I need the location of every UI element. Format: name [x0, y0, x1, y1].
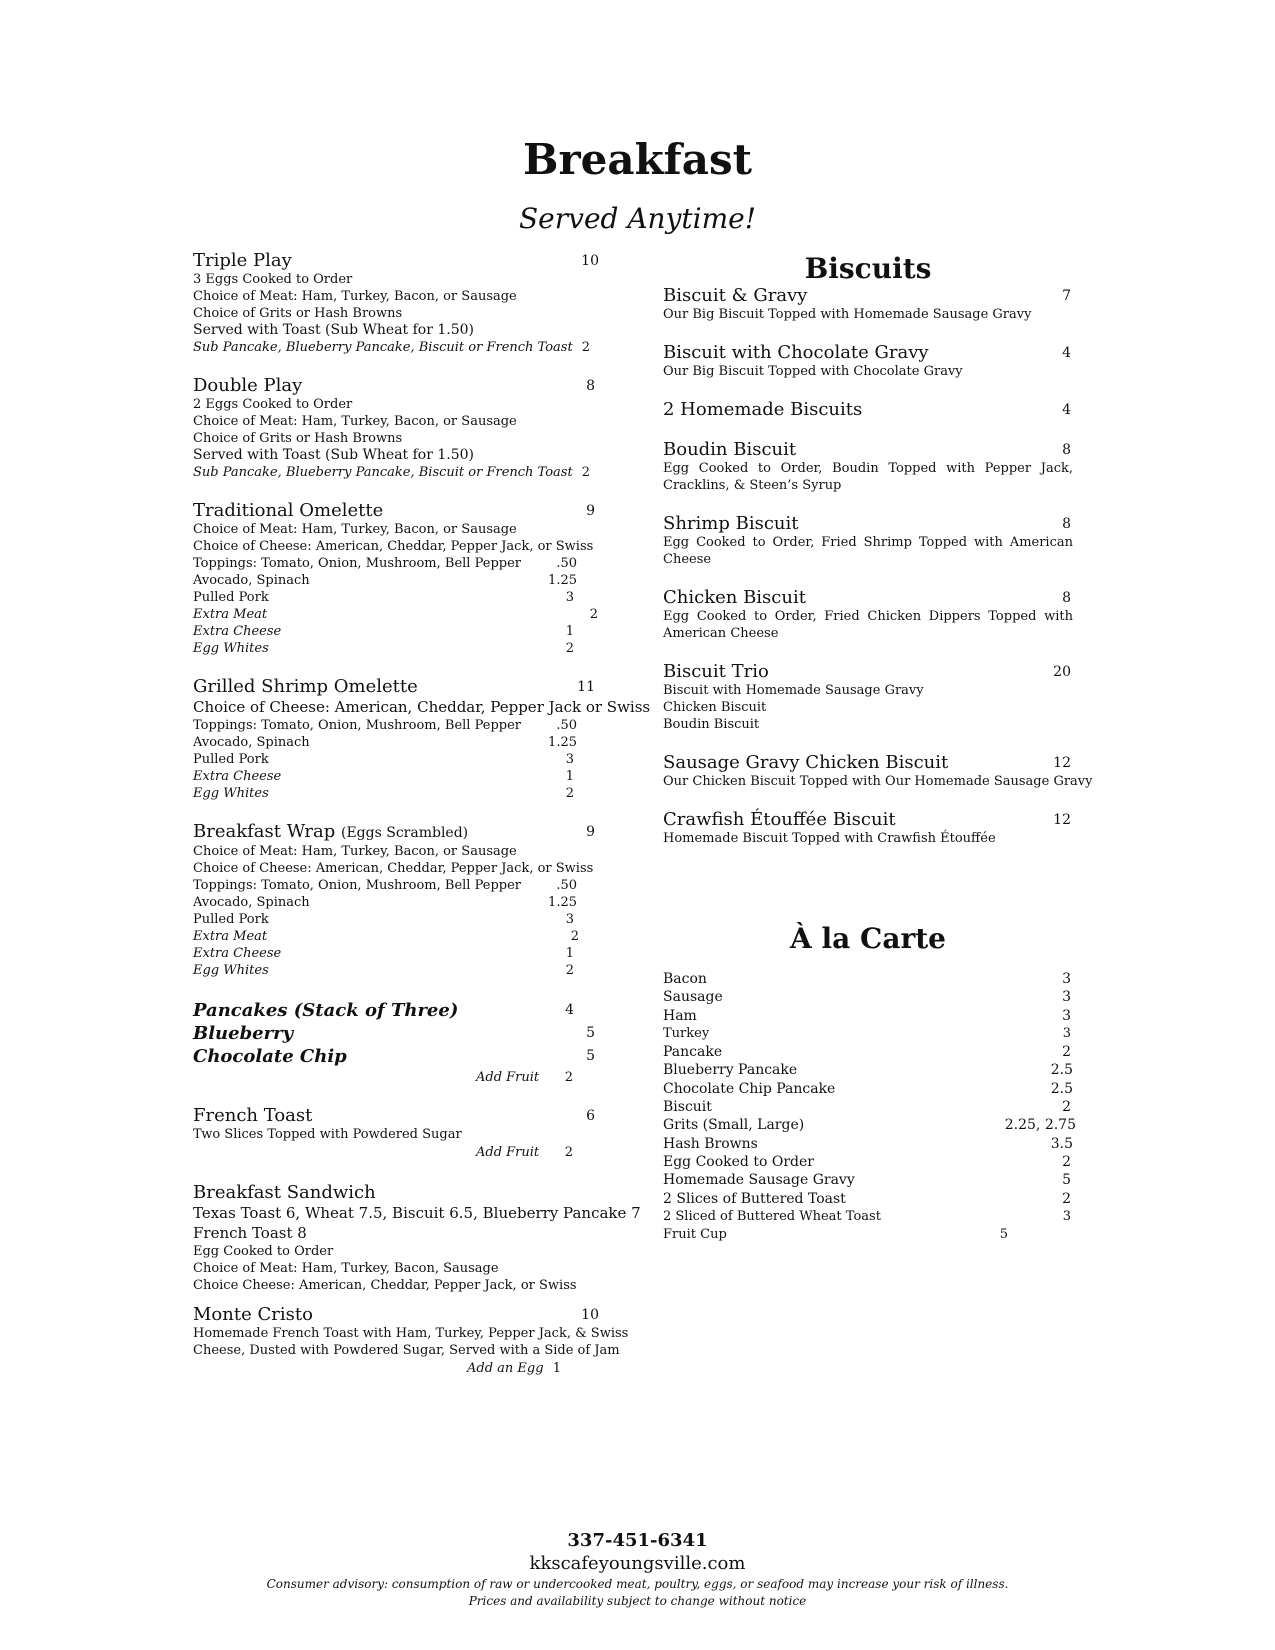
topping-line — [193, 717, 603, 734]
item-line: Cheese, Dusted with Powdered Sugar, Served with a Side of Jam — [193, 1343, 620, 1358]
extra-price: 2 — [565, 963, 574, 978]
biscuit-item — [663, 752, 1093, 790]
extra-text: Egg Whites — [193, 786, 269, 801]
a-la-carte-price: 2.5 — [1050, 1080, 1073, 1097]
a-la-carte-name: Sausage — [663, 989, 723, 1006]
item-line: Homemade French Toast with Ham, Turkey, Pepper Jack, & Swiss — [193, 1326, 629, 1341]
menu-item-triple-play — [193, 251, 603, 356]
item-line: Choice of Cheese: American, Cheddar, Pepper Jack, or Swiss — [193, 861, 594, 876]
add-egg-price: 1 — [552, 1361, 561, 1376]
item-price: 4 — [1062, 402, 1071, 418]
a-la-carte-name: Turkey — [663, 1025, 710, 1041]
item-line: Choice of Meat: Ham, Turkey, Bacon, or Sausage — [193, 522, 517, 537]
item-name: Biscuit & Gravy — [663, 285, 808, 306]
biscuit-item — [663, 400, 1073, 420]
topping-line — [193, 911, 603, 928]
biscuit-item — [663, 514, 1073, 568]
biscuit-item — [663, 343, 1073, 380]
topping-price: 1.25 — [548, 573, 577, 588]
extra-price: 2 — [570, 929, 579, 944]
extra-line — [193, 785, 603, 802]
item-name: Chicken Biscuit — [663, 587, 806, 608]
pancake-line — [193, 1045, 603, 1068]
add-fruit-text: Add Fruit — [476, 1145, 540, 1160]
add-egg-line — [193, 1359, 603, 1379]
a-la-carte-price: 3 — [1062, 1007, 1071, 1024]
sub-option-line — [193, 464, 603, 481]
item-price: 20 — [1053, 664, 1071, 680]
a-la-carte-price: 2 — [1062, 1099, 1071, 1116]
item-line: Choice Cheese: American, Cheddar, Pepper Jack, or Swiss — [193, 1278, 577, 1293]
a-la-carte-row — [663, 1208, 1073, 1226]
item-line: Texas Toast 6, Wheat 7.5, Biscuit 6.5, Blueberry Pancake 7 — [193, 1204, 641, 1222]
extra-text: Extra Cheese — [193, 624, 282, 639]
extra-line — [193, 640, 603, 657]
topping-price: .50 — [556, 878, 577, 893]
a-la-carte-row — [663, 988, 1073, 1006]
a-la-carte-price: 2 — [1062, 1153, 1071, 1170]
item-price: 8 — [586, 378, 595, 394]
a-la-carte-price: 5 — [999, 1227, 1008, 1243]
topping-text: Toppings: Tomato, Onion, Mushroom, Bell Pepper — [193, 878, 521, 893]
item-line: Served with Toast (Sub Wheat for 1.50) — [193, 322, 474, 338]
pancake-line — [193, 1022, 603, 1045]
left-column — [193, 250, 651, 1294]
biscuit-item — [663, 286, 1073, 323]
menu-item-double-play — [193, 376, 603, 481]
menu-item-monte-cristo — [193, 1304, 629, 1379]
item-line: Egg Cooked to Order — [193, 1244, 334, 1259]
phone-number: 337-451-6341 — [567, 1530, 708, 1551]
a-la-carte-name: Pancake — [663, 1044, 723, 1061]
a-la-carte-row — [663, 1190, 1073, 1208]
a-la-carte-row — [663, 1135, 1073, 1153]
item-note: (Eggs Scrambled) — [341, 825, 469, 841]
biscuit-item — [663, 440, 1073, 494]
item-price: 8 — [1062, 590, 1071, 606]
sub-option-line — [193, 339, 603, 356]
item-line: French Toast 8 — [193, 1224, 307, 1242]
item-name-row — [193, 822, 603, 843]
a-la-carte-name: 2 Slices of Buttered Toast — [663, 1190, 846, 1207]
pancake-text: Chocolate Chip — [193, 1046, 347, 1067]
item-line: Choice of Meat: Ham, Turkey, Bacon, or Sausage — [193, 289, 517, 304]
add-fruit-text: Add Fruit — [476, 1070, 540, 1085]
pancake-price: 4 — [565, 1002, 574, 1018]
extra-text: Extra Meat — [193, 607, 268, 622]
page-subtitle: Served Anytime! — [518, 202, 756, 235]
a-la-carte-name: Homemade Sausage Gravy — [663, 1172, 855, 1189]
menu-item-breakfast-sandwich — [193, 1182, 641, 1294]
a-la-carte-row — [663, 1061, 1073, 1079]
biscuit-item — [663, 662, 1073, 733]
item-line: 3 Eggs Cooked to Order — [193, 272, 353, 287]
a-la-carte-row — [663, 1098, 1073, 1116]
a-la-carte-name: 2 Sliced of Buttered Wheat Toast — [663, 1208, 881, 1224]
sub-option-text: Sub Pancake, Blueberry Pancake, Biscuit or French Toast — [193, 340, 573, 355]
extra-line — [193, 768, 603, 785]
item-price: 8 — [1062, 516, 1071, 532]
item-name: French Toast — [193, 1105, 313, 1126]
price-notice: Prices and availability subject to change without notice — [468, 1594, 807, 1608]
extra-text: Extra Meat — [193, 929, 268, 944]
a-la-carte-price: 2.5 — [1050, 1062, 1073, 1079]
a-la-carte-name: Chocolate Chip Pancake — [663, 1080, 836, 1097]
topping-price: 3 — [565, 752, 574, 767]
biscuits-section — [663, 252, 1093, 847]
menu-item-french-toast — [193, 1106, 603, 1163]
a-la-carte-row — [663, 1007, 1073, 1025]
add-fruit-line — [193, 1143, 603, 1163]
a-la-carte-section — [663, 922, 1076, 1244]
topping-text: Pulled Pork — [193, 912, 269, 927]
topping-line — [193, 734, 603, 751]
a-la-carte-price: 3 — [1062, 1025, 1071, 1041]
topping-text: Toppings: Tomato, Onion, Mushroom, Bell Pepper — [193, 718, 521, 733]
item-price: 11 — [577, 679, 595, 695]
biscuit-item — [663, 810, 1073, 847]
topping-text: Avocado, Spinach — [193, 735, 310, 750]
topping-text: Avocado, Spinach — [193, 573, 310, 588]
topping-line — [193, 589, 603, 606]
a-la-carte-row — [663, 1226, 1073, 1244]
a-la-carte-price: 3 — [1062, 989, 1071, 1006]
item-name: Grilled Shrimp Omelette — [193, 676, 418, 697]
item-line: Boudin Biscuit — [663, 717, 760, 732]
item-name: Boudin Biscuit — [663, 439, 797, 460]
a-la-carte-price: 2 — [1062, 1044, 1071, 1061]
a-la-carte-name: Hash Browns — [663, 1135, 758, 1152]
a-la-carte-heading: À la Carte — [790, 922, 946, 955]
item-line: Choice of Meat: Ham, Turkey, Bacon, or Sausage — [193, 844, 517, 859]
item-name: Biscuit with Chocolate Gravy — [663, 342, 929, 363]
a-la-carte-name: Grits (Small, Large) — [663, 1117, 805, 1134]
extra-text: Egg Whites — [193, 641, 269, 656]
menu-item-grilled-shrimp-omelette — [193, 676, 651, 802]
a-la-carte-name: Biscuit — [663, 1099, 712, 1116]
item-line: Served with Toast (Sub Wheat for 1.50) — [193, 447, 474, 463]
add-fruit-price: 2 — [564, 1145, 573, 1160]
biscuit-item — [663, 588, 1073, 642]
extra-line — [193, 945, 603, 962]
item-desc: Our Big Biscuit Topped with Homemade Sausage Gravy — [663, 307, 1032, 322]
item-price: 12 — [1053, 755, 1071, 771]
item-line: Choice of Meat: Ham, Turkey, Bacon, or Sausage — [193, 414, 517, 429]
pancake-price: 5 — [586, 1048, 595, 1064]
sub-option-text: Sub Pancake, Blueberry Pancake, Biscuit or French Toast — [193, 465, 573, 480]
item-name: Biscuit Trio — [663, 661, 769, 682]
sub-option-price: 2 — [581, 465, 590, 480]
topping-line — [193, 751, 603, 768]
a-la-carte-price: 3 — [1062, 971, 1071, 987]
a-la-carte-row — [663, 1116, 1076, 1134]
item-price: 12 — [1053, 812, 1071, 828]
item-price: 9 — [586, 824, 595, 840]
item-name: Shrimp Biscuit — [663, 513, 799, 534]
item-line: Choice of Cheese: American, Cheddar, Pepper Jack, or Swiss — [193, 539, 594, 554]
item-price: 9 — [586, 503, 595, 519]
item-name: Monte Cristo — [193, 1304, 313, 1325]
a-la-carte-row — [663, 1153, 1073, 1171]
biscuits-heading: Biscuits — [804, 252, 932, 285]
topping-text: Pulled Pork — [193, 752, 269, 767]
topping-text: Avocado, Spinach — [193, 895, 310, 910]
item-price: 10 — [581, 1307, 599, 1323]
item-desc: Homemade Biscuit Topped with Crawfish Étouffée — [663, 831, 996, 846]
a-la-carte-row — [663, 970, 1073, 988]
pancake-text: Pancakes (Stack of Three) — [193, 1000, 459, 1021]
a-la-carte-row — [663, 1080, 1073, 1098]
item-name: 2 Homemade Biscuits — [663, 399, 863, 420]
pancake-text: Blueberry — [193, 1023, 294, 1044]
extra-price: 2 — [565, 641, 574, 656]
item-line: Biscuit with Homemade Sausage Gravy — [663, 683, 924, 698]
extra-line — [193, 928, 603, 945]
topping-line — [193, 572, 603, 589]
item-desc: Our Big Biscuit Topped with Chocolate Gravy — [663, 364, 963, 379]
menu-item-breakfast-wrap — [193, 822, 603, 979]
item-line: Choice of Cheese: American, Cheddar, Pepper Jack or Swiss — [193, 698, 651, 716]
pancake-line — [193, 999, 603, 1022]
topping-text: Pulled Pork — [193, 590, 269, 605]
topping-line — [193, 894, 603, 911]
a-la-carte-name: Ham — [663, 1007, 697, 1024]
extra-price: 2 — [589, 607, 598, 622]
item-name: Breakfast Sandwich — [193, 1182, 376, 1203]
a-la-carte-name: Bacon — [663, 971, 707, 987]
item-name: Breakfast Wrap — [193, 821, 336, 842]
item-desc: Our Chicken Biscuit Topped with Our Homemade Sausage Gravy — [663, 774, 1093, 789]
topping-price: 3 — [565, 912, 574, 927]
extra-price: 1 — [565, 946, 574, 961]
a-la-carte-name: Blueberry Pancake — [663, 1062, 798, 1079]
item-line: Two Slices Topped with Powdered Sugar — [193, 1127, 462, 1142]
a-la-carte-price: 3 — [1062, 1208, 1071, 1224]
menu-item-pancakes — [193, 999, 603, 1088]
extra-line — [193, 606, 603, 623]
consumer-advisory: Consumer advisory: consumption of raw or undercooked meat, poultry, eggs, or seafood may increase your risk of illness. — [266, 1577, 1009, 1591]
item-price: 4 — [1062, 345, 1071, 361]
item-line: 2 Eggs Cooked to Order — [193, 397, 353, 412]
a-la-carte-row — [663, 1043, 1073, 1061]
item-line: Choice of Grits or Hash Browns — [193, 306, 403, 321]
extra-text: Extra Cheese — [193, 946, 282, 961]
topping-price: 1.25 — [548, 735, 577, 750]
item-name: Sausage Gravy Chicken Biscuit — [663, 752, 949, 773]
topping-price: 3 — [565, 590, 574, 605]
extra-price: 1 — [565, 624, 574, 639]
item-name: Double Play — [193, 375, 303, 396]
extra-line — [193, 623, 603, 640]
item-price: 6 — [586, 1108, 595, 1124]
item-price: 10 — [581, 253, 599, 269]
item-desc: Egg Cooked to Order, Fried Shrimp Topped with American Cheese — [663, 535, 1073, 567]
a-la-carte-price: 3.5 — [1050, 1135, 1073, 1152]
extra-price: 2 — [565, 786, 574, 801]
item-line: Choice of Grits or Hash Browns — [193, 431, 403, 446]
website: kkscafeyoungsville.com — [529, 1553, 746, 1574]
item-price: 7 — [1062, 288, 1071, 304]
topping-text: Toppings: Tomato, Onion, Mushroom, Bell Pepper — [193, 556, 521, 571]
item-name: Crawfish Étouffée Biscuit — [663, 809, 896, 830]
add-fruit-price: 2 — [564, 1070, 573, 1085]
extra-line — [193, 962, 603, 979]
extra-text: Egg Whites — [193, 963, 269, 978]
item-desc: Egg Cooked to Order, Boudin Topped with Pepper Jack, Cracklins, & Steen’s Syrup — [663, 461, 1073, 493]
item-price: 8 — [1062, 442, 1071, 458]
add-fruit-line — [193, 1068, 603, 1088]
extra-text: Extra Cheese — [193, 769, 282, 784]
pancake-price: 5 — [586, 1025, 595, 1041]
item-line: Chicken Biscuit — [663, 700, 767, 715]
topping-price: 1.25 — [548, 895, 577, 910]
a-la-carte-row — [663, 1025, 1073, 1043]
a-la-carte-row — [663, 1171, 1073, 1189]
add-egg-text: Add an Egg — [467, 1361, 544, 1376]
menu-item-traditional-omelette — [193, 501, 603, 657]
item-name: Traditional Omelette — [193, 500, 384, 521]
a-la-carte-name: Egg Cooked to Order — [663, 1153, 814, 1170]
page-title: Breakfast — [523, 135, 752, 184]
a-la-carte-price: 2.25, 2.75 — [1004, 1117, 1076, 1134]
topping-price: .50 — [556, 556, 577, 571]
a-la-carte-price: 2 — [1062, 1190, 1071, 1207]
topping-price: .50 — [556, 718, 577, 733]
sub-option-price: 2 — [581, 340, 590, 355]
topping-line — [193, 877, 603, 894]
item-name: Triple Play — [193, 250, 292, 271]
a-la-carte-price: 5 — [1062, 1172, 1071, 1189]
item-desc: Egg Cooked to Order, Fried Chicken Dippers Topped with American Cheese — [663, 609, 1073, 641]
item-line: Choice of Meat: Ham, Turkey, Bacon, Sausage — [193, 1261, 499, 1276]
a-la-carte-name: Fruit Cup — [663, 1227, 727, 1243]
extra-price: 1 — [565, 769, 574, 784]
topping-line — [193, 555, 603, 572]
